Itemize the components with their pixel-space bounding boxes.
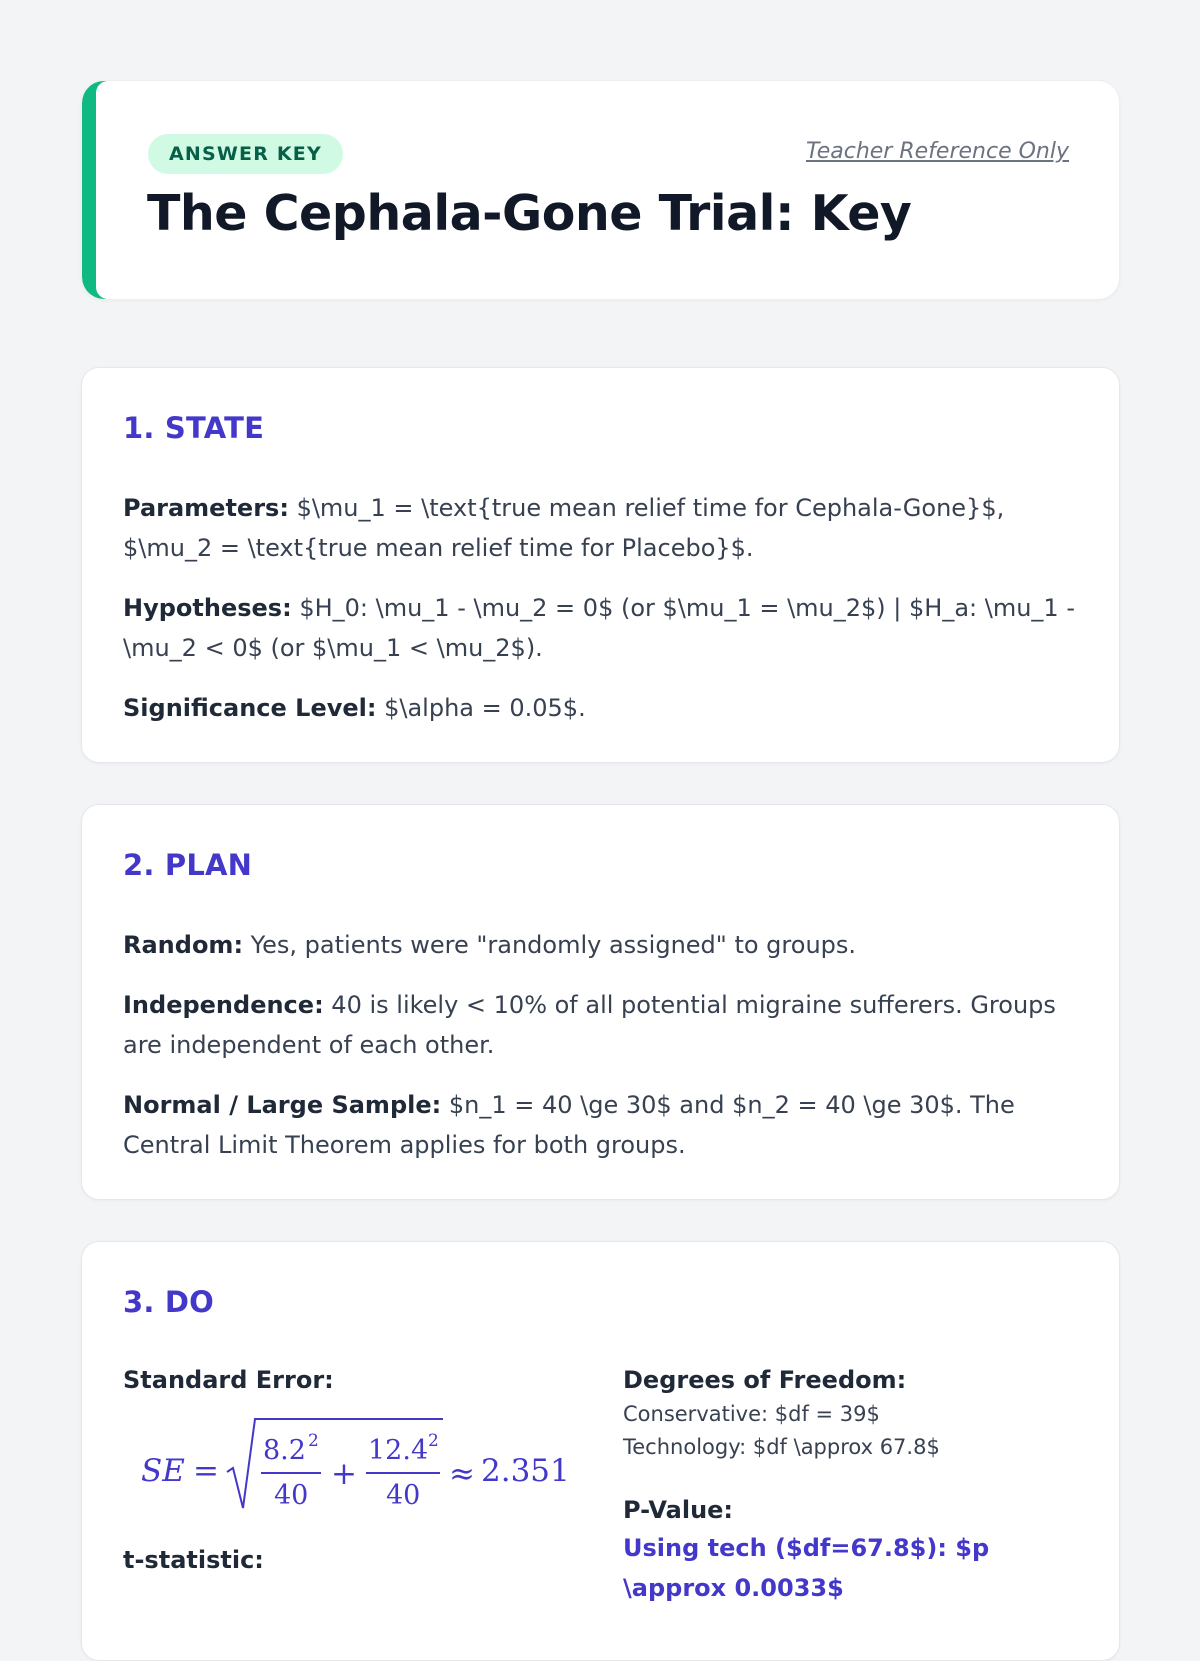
random-paragraph — [123, 925, 1079, 965]
p-value-label: P-Value: — [623, 1496, 734, 1524]
se-plus: + — [331, 1456, 357, 1492]
independence-text: 40 is likely < 10% of all potential migraine sufferers. Groups are independent of each other. — [123, 991, 1056, 1059]
se-exp2: 2 — [428, 1431, 439, 1451]
significance-text: $\alpha = 0.05$. — [376, 694, 586, 722]
se-equals: = — [193, 1453, 219, 1489]
se-den1: 40 — [274, 1480, 309, 1511]
standard-error-formula — [141, 1414, 583, 1524]
parameters-text: $\mu_1 = \text{true mean relief time for Cephala-Gone}$, $\mu_2 = \text{true mean relief time for Placebo}$. — [123, 494, 1005, 562]
random-text: Yes, patients were "randomly assigned" to groups. — [243, 931, 857, 959]
hypotheses-paragraph — [123, 588, 1079, 668]
hypotheses-label: Hypotheses: — [123, 594, 292, 622]
independence-paragraph — [123, 985, 1079, 1065]
section-heading-do: 3. DO — [123, 1285, 215, 1319]
independence-label: Independence: — [123, 991, 324, 1019]
section-heading-plan: 2. PLAN — [123, 848, 253, 882]
degrees-of-freedom-label: Degrees of Freedom: — [623, 1366, 907, 1394]
parameters-label: Parameters: — [123, 494, 289, 522]
normal-text: $n_1 = 40 \ge 30$ and $n_2 = 40 \ge 30$. The Central Limit Theorem applies for both groups. — [123, 1091, 1015, 1159]
teacher-reference-link[interactable]: Teacher Reference Only — [806, 139, 1069, 164]
t-statistic-label: t-statistic: — [123, 1546, 264, 1574]
section-state — [81, 367, 1120, 763]
significance-label: Significance Level: — [123, 694, 377, 722]
se-num1: 8.2 — [263, 1435, 306, 1466]
section-plan — [81, 804, 1120, 1200]
section-heading-state: 1. STATE — [123, 411, 265, 445]
se-result: 2.351 — [481, 1453, 570, 1489]
answer-key-badge: ANSWER KEY — [148, 134, 343, 174]
se-den2: 40 — [386, 1480, 421, 1511]
header-card — [81, 80, 1120, 300]
standard-error-label: Standard Error: — [123, 1366, 334, 1394]
random-label: Random: — [123, 931, 244, 959]
do-left-column — [123, 1362, 583, 1578]
se-num2: 12.4 — [368, 1435, 429, 1466]
se-exp1: 2 — [308, 1431, 319, 1451]
page-title: The Cephala-Gone Trial: Key — [147, 185, 912, 242]
normal-label: Normal / Large Sample: — [123, 1091, 442, 1119]
do-right-column — [623, 1362, 1093, 1608]
se-formula-svg — [141, 1414, 581, 1524]
df-conservative: Conservative: $df = 39$ — [623, 1402, 880, 1426]
parameters-paragraph — [123, 488, 1079, 568]
df-technology: Technology: $df \approx 67.8$ — [623, 1435, 940, 1459]
p-value-text: Using tech ($df=67.8$): $p \approx 0.0033$ — [623, 1534, 990, 1602]
se-lhs: SE — [141, 1453, 185, 1489]
normal-paragraph — [123, 1085, 1079, 1165]
hypotheses-text: $H_0: \mu_1 - \mu_2 = 0$ (or $\mu_1 = \mu_2$) | $H_a: \mu_1 - \mu_2 < 0$ (or $\mu_1 < \mu_2$). — [123, 594, 1075, 662]
section-do — [81, 1241, 1120, 1661]
se-approx: ≈ — [449, 1456, 475, 1492]
significance-paragraph — [123, 688, 1079, 728]
